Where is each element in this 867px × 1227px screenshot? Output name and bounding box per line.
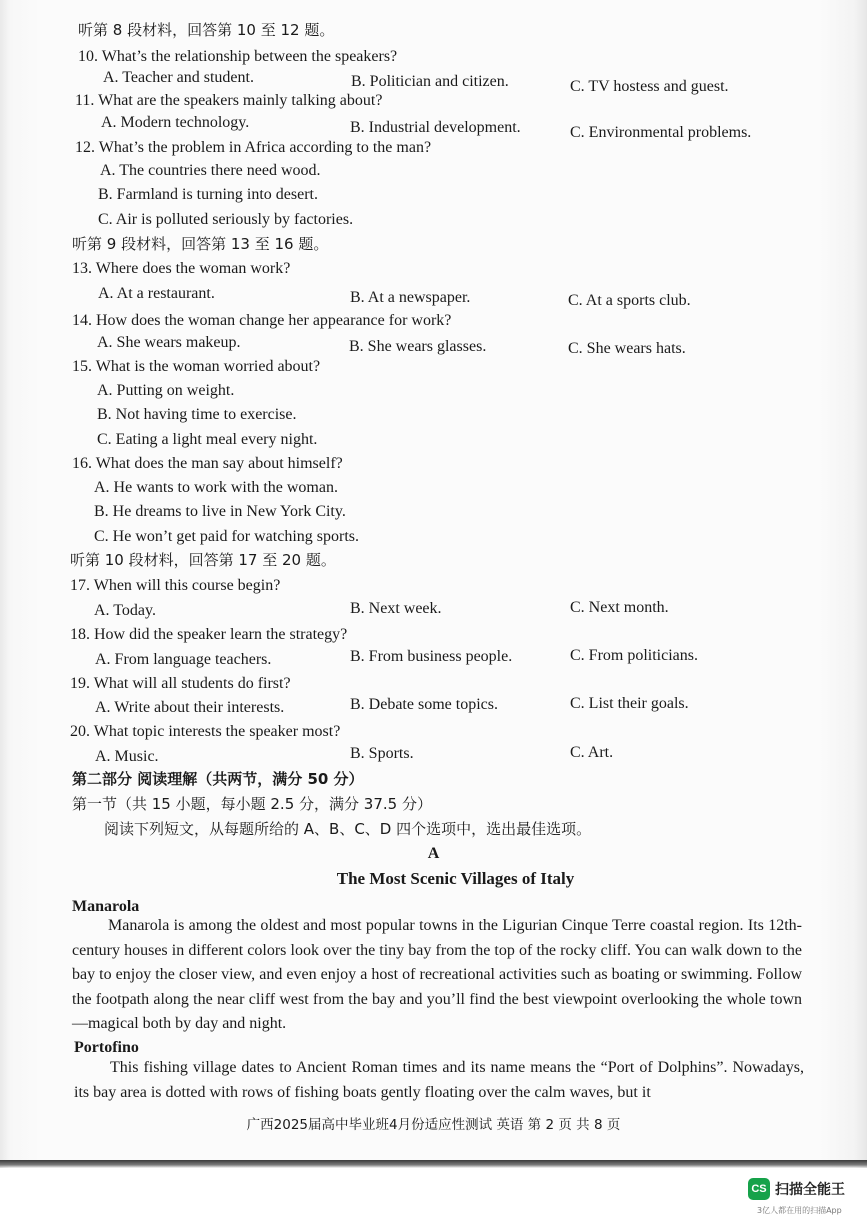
portofino-text: This fishing village dates to Ancient Roman times and its name means the “Port of Dolphins”. Nowadays, its bay area is dotted with rows of fishing boats gently floating over the calm waves, but it [74, 1059, 804, 1101]
portofino-paragraph [74, 1056, 804, 1105]
question-17-stem: 17. When will this course begin? [70, 577, 281, 594]
question-15-option-c: C. Eating a light meal every night. [97, 431, 318, 448]
page-footer: 广西2025届高中毕业班4月份适应性测试 英语 第 2 页 共 8 页 [246, 1117, 621, 1133]
question-12-option-a: A. The countries there need wood. [100, 162, 321, 179]
passage-letter: A [427, 845, 440, 862]
question-17-option-b: B. Next week. [350, 600, 442, 617]
question-11-stem: 11. What are the speakers mainly talking about? [75, 92, 383, 109]
question-13-option-b: B. At a newspaper. [350, 289, 471, 306]
question-20-option-a: A. Music. [95, 748, 159, 765]
question-16-option-b: B. He dreams to live in New York City. [94, 503, 346, 520]
question-13-stem: 13. Where does the woman work? [72, 260, 291, 277]
question-17-option-a: A. Today. [94, 602, 156, 619]
question-20-option-c: C. Art. [570, 744, 614, 761]
question-14-option-b: B. She wears glasses. [349, 338, 487, 355]
question-12-option-b: B. Farmland is turning into desert. [98, 186, 318, 203]
part2-section1-heading: 第一节（共 15 小题，每小题 2.5 分，满分 37.5 分） [72, 795, 432, 813]
question-11-option-a: A. Modern technology. [101, 114, 250, 131]
portofino-heading: Portofino [74, 1039, 139, 1056]
question-18-option-a: A. From language teachers. [95, 651, 272, 668]
question-17-option-c: C. Next month. [570, 599, 669, 616]
question-14-stem: 14. How does the woman change her appearance for work? [72, 312, 452, 329]
question-10-option-a: A. Teacher and student. [103, 69, 254, 86]
question-16-option-a: A. He wants to work with the woman. [94, 479, 338, 496]
question-19-stem: 19. What will all students do first? [70, 675, 291, 692]
part2-title: 第二部分 阅读理解（共两节，满分 50 分） [72, 770, 364, 788]
question-15-option-b: B. Not having time to exercise. [97, 406, 297, 423]
question-12-stem: 12. What’s the problem in Africa according to the man? [75, 139, 432, 156]
passage-title: The Most Scenic Villages of Italy [336, 869, 575, 888]
section-9-instruction: 听第 9 段材料，回答第 13 至 16 题。 [72, 235, 329, 253]
question-18-stem: 18. How did the speaker learn the strategy? [70, 626, 348, 643]
question-18-option-c: C. From politicians. [570, 647, 698, 664]
question-16-option-c: C. He won’t get paid for watching sports. [94, 528, 359, 545]
question-10-option-c: C. TV hostess and guest. [570, 78, 729, 95]
question-15-stem: 15. What is the woman worried about? [72, 358, 321, 375]
question-14-option-c: C. She wears hats. [568, 340, 686, 357]
scan-edge-shadow [0, 1160, 867, 1168]
question-12-option-c: C. Air is polluted seriously by factories. [98, 211, 354, 228]
question-20-stem: 20. What topic interests the speaker most? [70, 723, 341, 740]
part2-instruction: 阅读下列短文，从每题所给的 A、B、C、D 四个选项中，选出最佳选项。 [104, 820, 592, 838]
question-10-option-b: B. Politician and citizen. [351, 73, 509, 90]
manarola-paragraph [72, 914, 802, 1037]
section-8-instruction: 听第 8 段材料，回答第 10 至 12 题。 [78, 21, 335, 39]
question-14-option-a: A. She wears makeup. [97, 334, 241, 351]
question-15-option-a: A. Putting on weight. [97, 382, 235, 399]
camscanner-logo-icon: CS [748, 1178, 770, 1200]
scan-margin [0, 1168, 867, 1227]
question-19-option-b: B. Debate some topics. [350, 696, 498, 713]
question-11-option-b: B. Industrial development. [350, 119, 521, 136]
question-11-option-c: C. Environmental problems. [570, 124, 752, 141]
manarola-heading: Manarola [72, 898, 140, 915]
question-19-option-a: A. Write about their interests. [95, 699, 285, 716]
question-13-option-c: C. At a sports club. [568, 292, 691, 309]
question-10-stem: 10. What’s the relationship between the speakers? [78, 48, 398, 65]
question-16-stem: 16. What does the man say about himself? [72, 455, 343, 472]
question-18-option-b: B. From business people. [350, 648, 513, 665]
question-19-option-c: C. List their goals. [570, 695, 689, 712]
question-13-option-a: A. At a restaurant. [98, 285, 215, 302]
section-10-instruction: 听第 10 段材料，回答第 17 至 20 题。 [70, 551, 336, 569]
watermark-app-name: 扫描全能王 [775, 1182, 845, 1198]
watermark-tagline: 3亿人都在用的扫描App [757, 1206, 842, 1215]
manarola-text: Manarola is among the oldest and most popular towns in the Ligurian Cinque Terre coastal region. Its 12th-century houses in different colors look over the tiny bay from the top of the rocky cliff. You can walk down to the bay to enjoy the closer view, and even enjoy a host of recreational activities such as boating or swimming. Follow the footpath along the near cliff west from the bay and you’ll find the best viewpoint overlooking the whole town—magical both by day and night. [72, 917, 802, 1032]
question-20-option-b: B. Sports. [350, 745, 414, 762]
